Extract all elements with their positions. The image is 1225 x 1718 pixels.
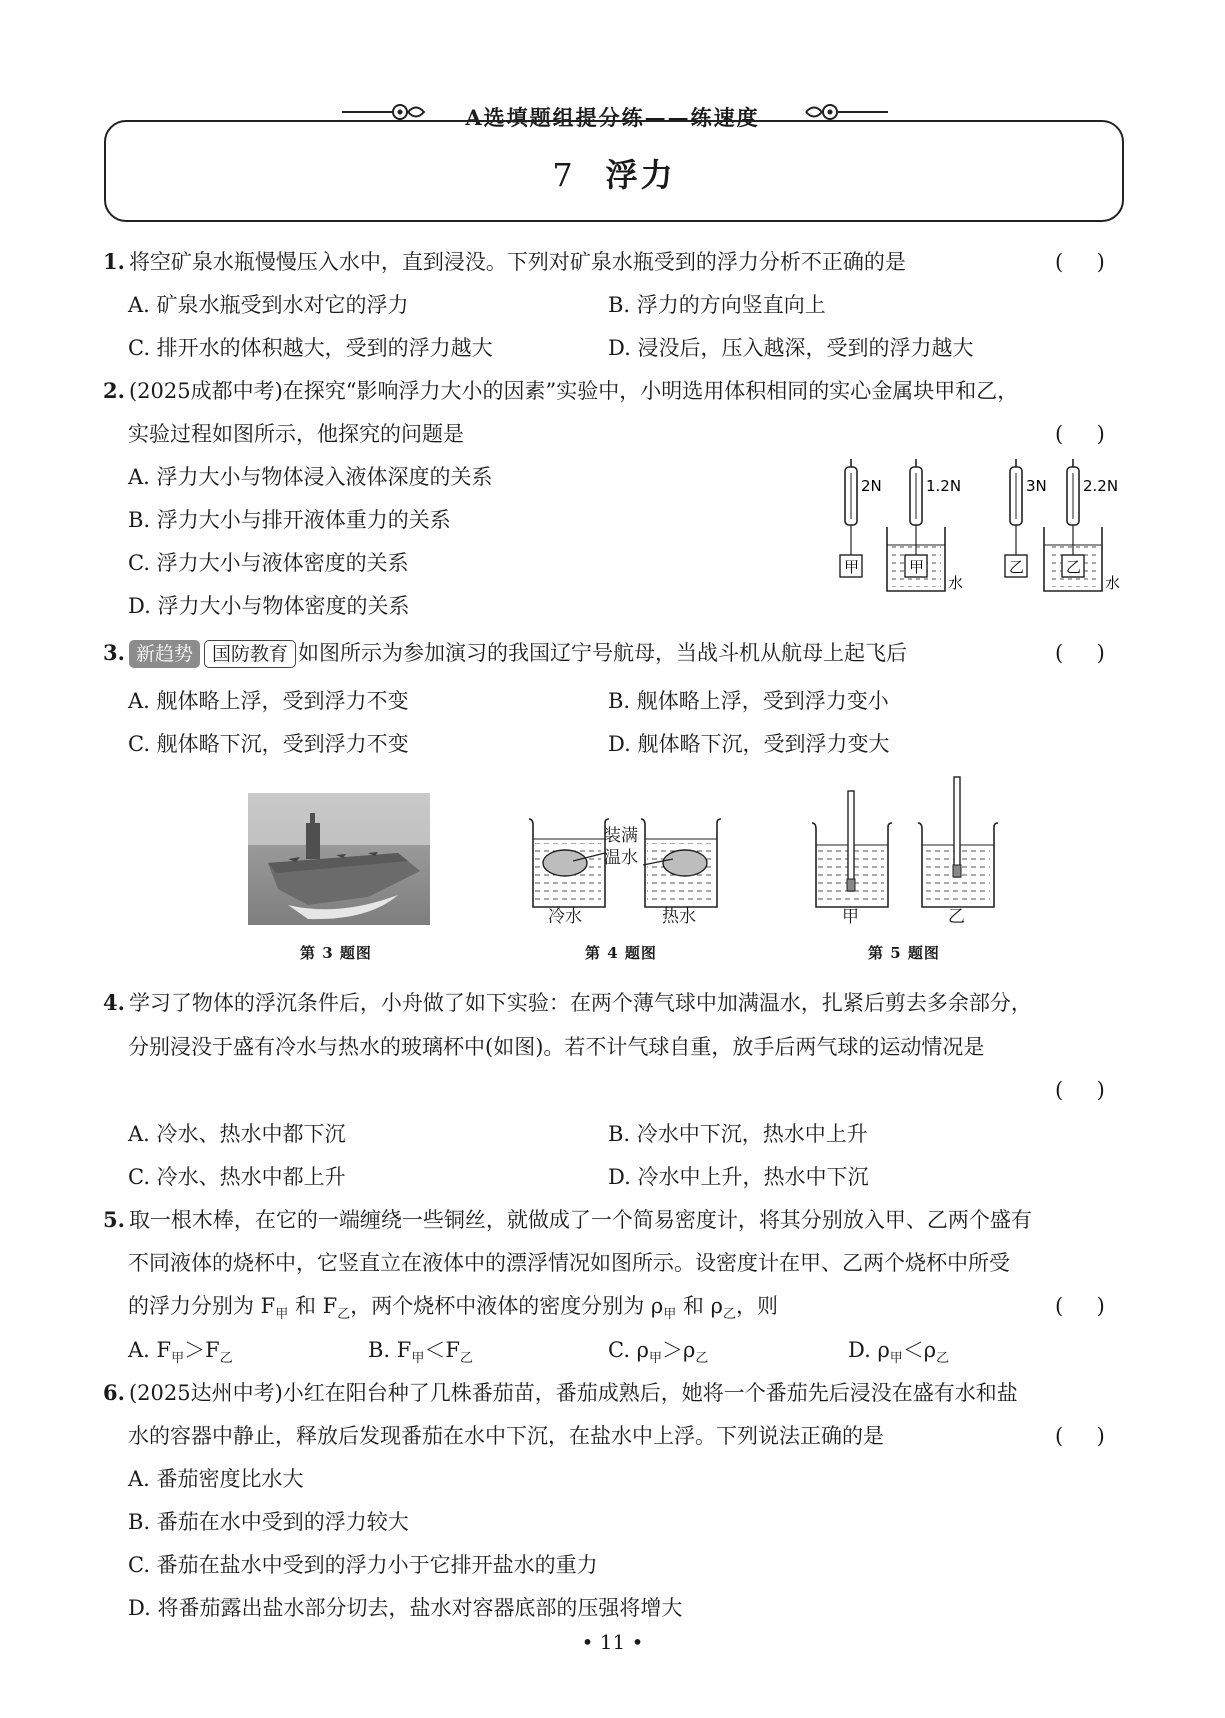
- question-2-source: (2025成都中考): [128, 379, 283, 403]
- question-6-stem-line1: 6. (2025达州中考)小红在阳台种了几株番茄苗，番茄成熟后，她将一个番茄先后浸没在盛有水和盐: [103, 1380, 1018, 1405]
- block-label-3: 乙: [1009, 558, 1025, 576]
- block-label-1: 甲: [844, 558, 860, 576]
- hydrometer-figure: [808, 775, 1018, 925]
- chapter-title: [106, 150, 1122, 196]
- answer-blank-6[interactable]: ( ): [1055, 1424, 1105, 1448]
- q1-option-c: C. 排开水的体积越大，受到的浮力越大: [128, 336, 493, 360]
- q3-option-a: A. 舰体略上浮，受到浮力不变: [128, 689, 409, 713]
- q4-option-c: C. 冷水、热水中都上升: [128, 1165, 346, 1189]
- liquid-label-2: 水: [1105, 574, 1121, 592]
- q1-option-d: D. 浸没后，压入越深，受到的浮力越大: [608, 336, 974, 360]
- cold-water-beaker: [529, 819, 609, 907]
- balloon-label: 装满 温水: [604, 826, 638, 868]
- q5-option-b: B. $F_甲<F_乙$: [368, 1338, 473, 1367]
- figure-4-caption: 第 4 题图: [585, 944, 657, 962]
- series-heading: A选填题组提分练——练速度: [465, 105, 760, 130]
- chapter-name: 浮力: [605, 156, 676, 194]
- reading-1: 2N: [861, 477, 882, 495]
- answer-blank-5[interactable]: ( ): [1055, 1294, 1105, 1318]
- q2-option-c: C. 浮力大小与液体密度的关系: [128, 551, 409, 575]
- block-label-2: 甲: [909, 558, 925, 576]
- answer-blank-2[interactable]: ( ): [1055, 422, 1105, 446]
- figure-5-caption: 第 5 题图: [868, 944, 940, 962]
- tag-new-trend: 新趋势: [129, 640, 200, 668]
- question-5-stem-line3: 的浮力分别为 $F_甲$ 和 $F_乙$，两个烧杯中液体的密度分别为 $\rho_甲$ 和 $\rho_乙$，则: [128, 1294, 778, 1323]
- beaker-yi-label: 乙: [948, 907, 965, 927]
- aircraft-carrier-photo: [248, 793, 430, 925]
- reading-2: 1.2N: [926, 477, 962, 495]
- answer-blank-1[interactable]: ( ): [1055, 250, 1105, 274]
- reading-4: 2.2N: [1083, 477, 1119, 495]
- chapter-title-box: [104, 120, 1124, 222]
- question-5-stem-line1: 5. 取一根木棒，在它的一端缠绕一些铜丝，就做成了一个简易密度计，将其分别放入甲、乙两个盛有: [103, 1207, 1032, 1232]
- q6-option-a: A. 番茄密度比水大: [128, 1467, 304, 1491]
- q5-option-d: D. $\rho_甲<\rho_乙$: [848, 1338, 950, 1367]
- question-4-stem-line1: 4. 学习了物体的浮沉条件后，小舟做了如下实验：在两个薄气球中加满温水，扎紧后剪去多余部分，: [103, 990, 1032, 1015]
- question-3-stem: 3. 新趋势 国防教育 如图所示为参加演习的我国辽宁号航母，当战斗机从航母上起飞后: [103, 638, 907, 668]
- q5-option-a: A. $F_甲>F_乙$: [128, 1338, 233, 1367]
- q1-option-b: B. 浮力的方向竖直向上: [608, 293, 826, 317]
- q1-option-a: A. 矿泉水瓶受到水对它的浮力: [128, 293, 409, 317]
- question-2-stem-line2: 实验过程如图所示，他探究的问题是: [128, 422, 464, 446]
- q3-option-d: D. 舰体略下沉，受到浮力变大: [608, 732, 890, 756]
- q3-option-c: C. 舰体略下沉，受到浮力不变: [128, 732, 409, 756]
- reading-3: 3N: [1026, 477, 1047, 495]
- liquid-label-1: 水: [948, 574, 964, 592]
- q2-option-d: D. 浮力大小与物体密度的关系: [128, 594, 410, 618]
- chapter-number: 7: [552, 156, 576, 194]
- q2-option-b: B. 浮力大小与排开液体重力的关系: [128, 508, 451, 532]
- answer-blank-3[interactable]: ( ): [1055, 641, 1105, 665]
- page-number: • 11 •: [581, 1630, 644, 1654]
- question-6-stem-line2: 水的容器中静止，释放后发现番茄在水中下沉，在盐水中上浮。下列说法正确的是: [128, 1424, 884, 1448]
- beaker-yi: [918, 777, 998, 907]
- beaker-jia-label: 甲: [842, 907, 859, 927]
- q4-option-a: A. 冷水、热水中都下沉: [128, 1122, 346, 1146]
- question-4-stem-line2: 分别浸没于盛有冷水与热水的玻璃杯中(如图)。若不计气球自重，放手后两气球的运动情况是: [128, 1035, 985, 1059]
- question-1-stem: 1. 将空矿泉水瓶慢慢压入水中，直到浸没。下列对矿泉水瓶受到的浮力分析不正确的是: [103, 249, 906, 274]
- q6-option-b: B. 番茄在水中受到的浮力较大: [128, 1510, 409, 1534]
- beaker-jia: [812, 791, 892, 907]
- figure-3-caption: 第 3 题图: [300, 944, 372, 962]
- q6-option-d: D. 将番茄露出盐水部分切去，盐水对容器底部的压强将增大: [128, 1596, 683, 1620]
- tag-topic: 国防教育: [204, 640, 296, 668]
- cold-water-label: 冷水: [548, 907, 582, 927]
- hot-water-label: 热水: [662, 907, 696, 927]
- q5-option-c: C. $\rho_甲>\rho_乙$: [608, 1338, 709, 1367]
- block-label-4: 乙: [1066, 558, 1082, 576]
- q6-option-c: C. 番茄在盐水中受到的浮力小于它排开盐水的重力: [128, 1553, 598, 1577]
- q3-option-b: B. 舰体略上浮，受到浮力变小: [608, 689, 889, 713]
- question-5-stem-line2: 不同液体的烧杯中，它竖直立在液体中的漂浮情况如图所示。设密度计在甲、乙两个烧杯中所受: [128, 1251, 1010, 1275]
- q4-option-d: D. 冷水中上升，热水中下沉: [608, 1165, 869, 1189]
- q4-option-b: B. 冷水中下沉，热水中上升: [608, 1122, 868, 1146]
- question-6-source: (2025达州中考): [128, 1381, 283, 1405]
- question-2-stem-line1: 2. (2025成都中考)在探究“影响浮力大小的因素”实验中，小明选用体积相同的实心金属块甲和乙，: [103, 378, 1019, 403]
- q2-option-a: A. 浮力大小与物体浸入液体深度的关系: [128, 465, 493, 489]
- answer-blank-4[interactable]: ( ): [1055, 1078, 1105, 1102]
- q2-spring-scale-figure: [835, 455, 1135, 600]
